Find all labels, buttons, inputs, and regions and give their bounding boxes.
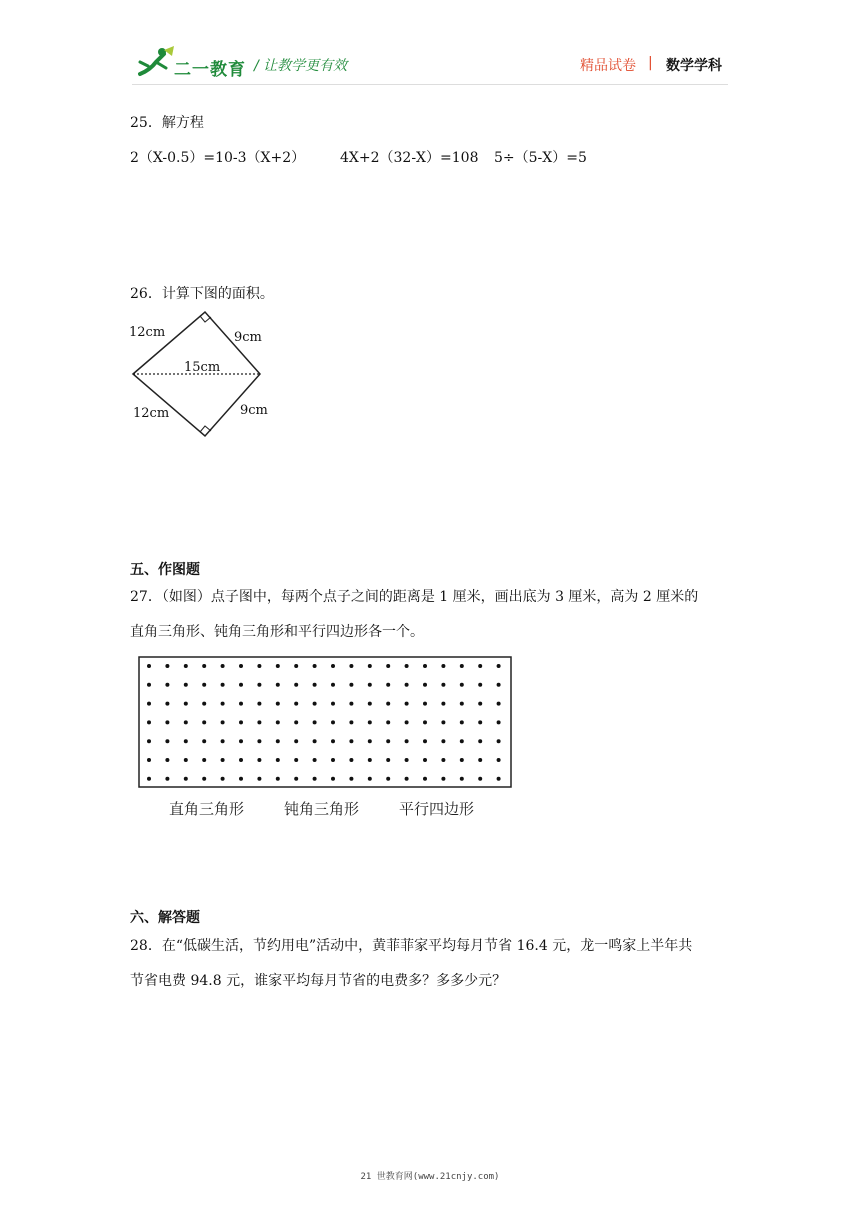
grid-dot	[423, 683, 427, 687]
grid-dot	[460, 720, 464, 724]
grid-dot	[460, 758, 464, 762]
grid-dot	[202, 777, 206, 781]
grid-dot	[497, 739, 501, 743]
grid-dot	[368, 739, 372, 743]
grid-dot	[239, 720, 243, 724]
question-28-line-1: 28．在“低碳生活，节约用电”活动中，黄菲菲家平均每月节省 16.4 元，龙一鸣家上半年共	[130, 938, 693, 954]
grid-dot	[202, 758, 206, 762]
question-26-title: 26．计算下图的面积。	[130, 286, 274, 302]
grid-dot	[221, 683, 225, 687]
grid-dot	[386, 683, 390, 687]
question-27-line-1: 27．（如图）点子图中，每两个点子之间的距离是 1 厘米，画出底为 3 厘米，高为 2 厘米的	[130, 589, 699, 605]
grid-dot	[184, 777, 188, 781]
grid-dot	[276, 664, 280, 668]
page-footer: 21 世教育网(www.21cnjy.com)	[360, 1172, 500, 1182]
grid-dot	[202, 720, 206, 724]
grid-dot	[423, 720, 427, 724]
grid-dot	[331, 683, 335, 687]
grid-dot	[405, 777, 409, 781]
grid-dot	[478, 683, 482, 687]
grid-dot	[276, 777, 280, 781]
grid-dot	[294, 702, 298, 706]
grid-dot	[441, 758, 445, 762]
equation-3: 5÷（5-X）=5	[494, 150, 587, 166]
grid-dot	[349, 702, 353, 706]
grid-dot	[331, 720, 335, 724]
grid-dot	[294, 739, 298, 743]
grid-dot	[460, 777, 464, 781]
grid-dot	[478, 777, 482, 781]
grid-dot	[331, 739, 335, 743]
grid-dots	[147, 664, 501, 781]
grid-dot	[331, 664, 335, 668]
grid-dot	[147, 777, 151, 781]
grid-dot	[276, 720, 280, 724]
grid-dot	[294, 777, 298, 781]
grid-dot	[497, 758, 501, 762]
grid-dot	[202, 702, 206, 706]
grid-dot	[257, 739, 261, 743]
grid-dot	[478, 739, 482, 743]
grid-dot	[313, 777, 317, 781]
grid-dot	[460, 683, 464, 687]
kite-label-top-left: 12cm	[129, 325, 166, 340]
grid-dot	[313, 683, 317, 687]
grid-dot	[313, 664, 317, 668]
grid-dot	[441, 720, 445, 724]
grid-dot	[202, 683, 206, 687]
grid-dot	[257, 664, 261, 668]
grid-dot	[386, 664, 390, 668]
grid-dot	[257, 758, 261, 762]
grid-dot	[147, 664, 151, 668]
grid-dot	[478, 758, 482, 762]
grid-label-obtuse-triangle: 钝角三角形	[284, 800, 360, 818]
grid-dot	[184, 683, 188, 687]
grid-dot	[331, 777, 335, 781]
grid-dot	[294, 664, 298, 668]
grid-dot	[239, 702, 243, 706]
grid-dot	[423, 777, 427, 781]
brand-name: 二一教育	[174, 60, 246, 80]
grid-dot	[331, 702, 335, 706]
grid-dot	[184, 739, 188, 743]
grid-dot	[202, 664, 206, 668]
grid-dot	[386, 702, 390, 706]
grid-dot	[349, 664, 353, 668]
grid-dot	[497, 683, 501, 687]
grid-dot	[257, 702, 261, 706]
grid-dot	[184, 664, 188, 668]
section-5-title: 五、作图题	[130, 562, 200, 578]
question-25-title: 25．解方程	[130, 115, 204, 131]
grid-dot	[386, 739, 390, 743]
grid-dot	[221, 739, 225, 743]
grid-dot	[349, 720, 353, 724]
grid-dot	[294, 720, 298, 724]
kite-label-bottom-right: 9cm	[240, 403, 268, 418]
dot-grid	[138, 656, 514, 790]
grid-dot	[165, 664, 169, 668]
grid-dot	[405, 739, 409, 743]
grid-dot	[405, 702, 409, 706]
grid-dot	[239, 664, 243, 668]
grid-dot	[497, 664, 501, 668]
grid-dot	[313, 739, 317, 743]
grid-dot	[239, 739, 243, 743]
section-6-title: 六、解答题	[130, 910, 200, 926]
grid-label-parallelogram: 平行四边形	[399, 800, 475, 818]
grid-dot	[276, 758, 280, 762]
grid-dot	[423, 702, 427, 706]
grid-dot	[147, 720, 151, 724]
equation-1: 2（X-0.5）=10-3（X+2）	[130, 150, 306, 166]
grid-dot	[294, 758, 298, 762]
grid-dot	[165, 758, 169, 762]
grid-dot	[257, 720, 261, 724]
grid-dot	[368, 664, 372, 668]
grid-dot	[313, 758, 317, 762]
grid-dot	[405, 758, 409, 762]
header-subject: 数学学科	[666, 58, 722, 74]
grid-dot	[221, 702, 225, 706]
grid-dot	[221, 664, 225, 668]
grid-dot	[405, 720, 409, 724]
grid-dot	[147, 683, 151, 687]
grid-dot	[221, 758, 225, 762]
grid-dot	[313, 702, 317, 706]
grid-dot	[165, 683, 169, 687]
grid-dot	[184, 720, 188, 724]
grid-dot	[441, 739, 445, 743]
grid-dot	[497, 702, 501, 706]
grid-dot	[165, 739, 169, 743]
grid-dot	[184, 702, 188, 706]
grid-dot	[368, 683, 372, 687]
grid-dot	[239, 758, 243, 762]
grid-dot	[239, 683, 243, 687]
header-tag: 精品试卷	[580, 58, 636, 74]
grid-dot	[460, 664, 464, 668]
grid-dot	[497, 720, 501, 724]
grid-dot	[349, 758, 353, 762]
grid-dot	[276, 683, 280, 687]
grid-dot	[239, 777, 243, 781]
grid-dot	[313, 720, 317, 724]
grid-dot	[368, 720, 372, 724]
grid-dot	[460, 702, 464, 706]
grid-dot	[165, 777, 169, 781]
grid-dot	[276, 702, 280, 706]
grid-dot	[423, 739, 427, 743]
grid-dot	[386, 720, 390, 724]
grid-dot	[497, 777, 501, 781]
kite-label-middle: 15cm	[184, 360, 221, 375]
grid-dot	[386, 777, 390, 781]
grid-dot	[331, 758, 335, 762]
header-divider	[132, 84, 728, 85]
equation-2: 4X+2（32-X）=108	[340, 150, 479, 166]
grid-dot	[423, 758, 427, 762]
grid-dot	[147, 739, 151, 743]
grid-dot	[405, 664, 409, 668]
grid-dot	[386, 758, 390, 762]
grid-dot	[184, 758, 188, 762]
grid-dot	[441, 664, 445, 668]
grid-dot	[405, 683, 409, 687]
question-28-line-2: 节省电费 94.8 元，谁家平均每月节省的电费多？多多少元？	[130, 973, 507, 989]
grid-dot	[368, 702, 372, 706]
runner-logo-icon	[136, 44, 176, 80]
header-separator: |	[648, 55, 653, 71]
grid-dot	[165, 720, 169, 724]
grid-dot	[294, 683, 298, 687]
grid-dot	[441, 683, 445, 687]
grid-dot	[441, 702, 445, 706]
kite-label-top-right: 9cm	[234, 330, 262, 345]
grid-dot	[257, 683, 261, 687]
question-27-line-2: 直角三角形、钝角三角形和平行四边形各一个。	[130, 624, 424, 640]
grid-dot	[147, 758, 151, 762]
grid-dot	[460, 739, 464, 743]
grid-dot	[368, 777, 372, 781]
brand-slogan: / 让教学更有效	[254, 58, 348, 74]
grid-dot	[441, 777, 445, 781]
grid-dot	[221, 777, 225, 781]
grid-dot	[478, 702, 482, 706]
grid-dot	[349, 777, 353, 781]
grid-dot	[276, 739, 280, 743]
kite-label-bottom-left: 12cm	[133, 406, 170, 421]
grid-dot	[349, 739, 353, 743]
grid-dot	[221, 720, 225, 724]
grid-dot	[478, 664, 482, 668]
grid-label-right-triangle: 直角三角形	[169, 800, 245, 818]
grid-dot	[423, 664, 427, 668]
grid-dot	[349, 683, 353, 687]
grid-dot	[165, 702, 169, 706]
grid-dot	[147, 702, 151, 706]
grid-dot	[478, 720, 482, 724]
grid-dot	[202, 739, 206, 743]
grid-dot	[368, 758, 372, 762]
grid-dot	[257, 777, 261, 781]
